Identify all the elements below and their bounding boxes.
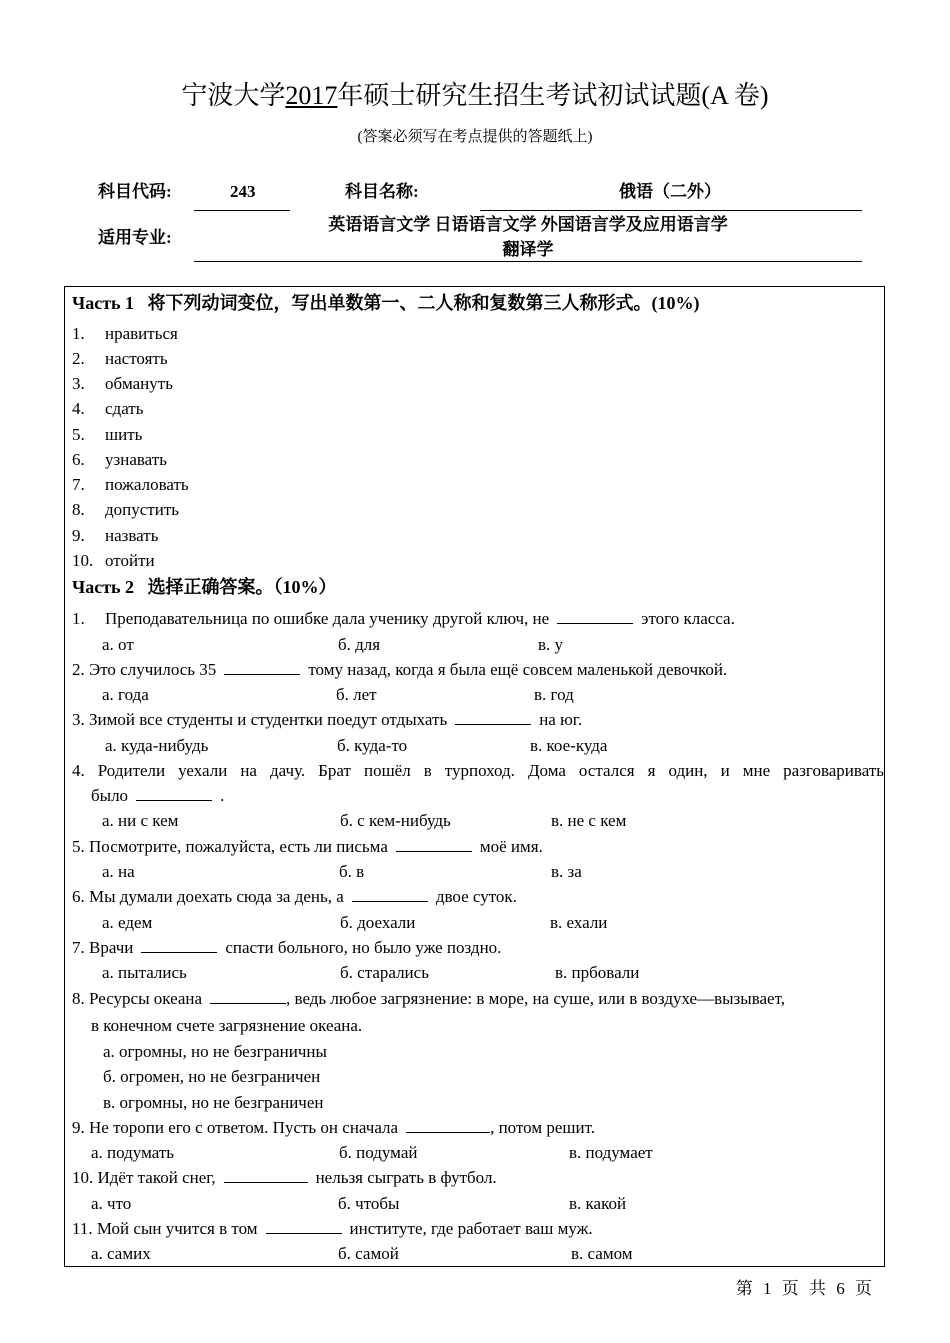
part2-instruction: 选择正确答案。（10%） — [147, 577, 337, 597]
subject-name-underline — [480, 210, 862, 211]
subject-code-label: 科目代码: — [98, 182, 172, 201]
question-8-option-b — [72, 1064, 884, 1089]
question-10-options — [72, 1191, 884, 1216]
list-item: 10. отойти — [72, 551, 155, 570]
answer-blank — [136, 783, 212, 801]
option-b: б. лет — [336, 685, 377, 704]
subject-name-label: 科目名称: — [345, 182, 419, 201]
option-b: б. чтобы — [338, 1194, 400, 1213]
answer-blank — [224, 1165, 308, 1183]
list-item: 5. шить — [72, 425, 143, 444]
option-c: в. кое-куда — [530, 736, 608, 755]
answer-blank — [396, 834, 472, 852]
question-4-options — [72, 808, 884, 833]
question-3-options — [72, 733, 884, 758]
major-line-2: 翻译学 — [502, 240, 554, 259]
question-6-options — [72, 910, 884, 935]
question-8-cont: в конечном счете загрязнение океана. — [91, 1016, 363, 1035]
exam-title: 宁波大学2017年硕士研究生招生考试初试试题(A 卷) — [181, 81, 769, 110]
question-9: 9. Не торопи его с ответом. Пусть он сначала , потом решит. — [72, 1115, 884, 1140]
subject-name-value: 俄语（二外） — [619, 182, 721, 201]
question-4-cont: было . — [72, 783, 884, 808]
part2-heading — [72, 575, 884, 600]
question-11: 11. Мой сын учится в том институте, где работает ваш муж. — [72, 1216, 884, 1241]
list-item: 6. узнавать — [72, 450, 167, 469]
answer-blank — [141, 935, 217, 953]
exam-subtitle: (答案必须写在考点提供的答题纸上) — [357, 129, 593, 145]
question-1: 1. Преподавательница по ошибке дала ученику другой ключ, не этого класса. — [72, 606, 884, 631]
answer-blank — [557, 606, 633, 624]
question-5: 5. Посмотрите, пожалуйста, есть ли письма моё имя. — [72, 834, 884, 859]
question-5-options — [72, 859, 884, 884]
option-b: б. огромен, но не безграничен — [103, 1067, 321, 1086]
option-a: а. года — [102, 685, 149, 704]
answer-blank — [455, 707, 531, 725]
major-label: 适用专业: — [98, 228, 172, 247]
answer-blank — [224, 657, 300, 675]
option-a: а. ни с кем — [102, 811, 179, 830]
question-2: 2. Это случилось 35 тому назад, когда я была ещё совсем маленькой девочкой. — [72, 657, 884, 682]
list-item: 1. нравиться — [72, 324, 178, 343]
major-line-1: 英语语言文学 日语语言文学 外国语言学及应用语言学 — [328, 215, 728, 234]
question-11-options — [72, 1241, 884, 1266]
question-10: 10. Идёт такой снег, нельзя сыграть в футбол. — [72, 1165, 884, 1190]
list-item: 8. допустить — [72, 500, 180, 519]
question-6: 6. Мы думали доехать сюда за день, а двое суток. — [72, 884, 884, 909]
exam-year: 2017 — [285, 81, 338, 110]
option-a: а. едем — [102, 913, 153, 932]
option-c: в. огромны, но не безграничен — [103, 1093, 324, 1112]
list-item: 7. пожаловать — [72, 475, 189, 494]
question-7: 7. Врачи спасти больного, но было уже поздно. — [72, 935, 884, 960]
major-underline — [194, 261, 862, 262]
option-b: б. самой — [338, 1244, 399, 1263]
option-b: б. с кем-нибудь — [340, 811, 451, 830]
part1-heading — [72, 291, 884, 316]
option-a: а. пытались — [102, 963, 187, 982]
answer-blank — [210, 986, 286, 1004]
list-item: 2. настоять — [72, 349, 168, 368]
option-b: б. подумай — [339, 1143, 418, 1162]
option-a: а. от — [102, 635, 134, 654]
list-item: 9. назвать — [72, 526, 159, 545]
option-c: в. подумает — [569, 1143, 653, 1162]
option-a: а. что — [91, 1194, 132, 1213]
option-c: в. не с кем — [551, 811, 627, 830]
part1-label: Часть 1 — [72, 293, 135, 313]
page-number: 第 1 页 共 6 页 — [735, 1279, 872, 1298]
option-c: в. ехали — [550, 913, 608, 932]
answer-blank — [266, 1216, 342, 1234]
answer-blank — [352, 884, 428, 902]
option-a: а. огромны, но не безграничны — [103, 1042, 327, 1061]
question-2-options — [72, 682, 884, 707]
option-a: а. самих — [91, 1244, 151, 1263]
option-b: б. куда-то — [337, 736, 408, 755]
list-item: 4. сдать — [72, 399, 144, 418]
option-b: б. старались — [340, 963, 429, 982]
part2-label: Часть 2 — [72, 577, 135, 597]
answer-blank — [406, 1115, 490, 1133]
question-8: 8. Ресурсы океана , ведь любое загрязнение: в море, на суше, или в воздухе—вызывает, — [72, 986, 884, 1011]
question-7-options — [72, 960, 884, 985]
part1-instruction: 将下列动词变位，写出单数第一、二人称和复数第三人称形式。(10%) — [147, 293, 700, 313]
option-c: в. самом — [571, 1244, 633, 1263]
question-9-options — [72, 1140, 884, 1165]
option-b: б. для — [338, 635, 381, 654]
question-1-options — [72, 632, 884, 657]
subject-code-value: 243 — [230, 182, 256, 201]
subject-code-underline — [194, 210, 290, 211]
option-a: а. подумать — [91, 1143, 175, 1162]
list-item: 3. обмануть — [72, 374, 173, 393]
question-4: 4. Родители уехали на дачу. Брат пошёл в турпоход. Дома остался я один, и мне разговаривать — [72, 761, 884, 780]
option-c: в. какой — [569, 1194, 627, 1213]
option-a: а. на — [102, 862, 135, 881]
option-b: б. доехали — [340, 913, 416, 932]
option-b: б. в — [339, 862, 365, 881]
question-8-option-c — [72, 1090, 884, 1115]
option-c: в. за — [551, 862, 582, 881]
option-c: в. прбовали — [555, 963, 640, 982]
question-8-option-a — [72, 1039, 884, 1064]
option-c: в. год — [534, 685, 574, 704]
option-c: в. у — [538, 635, 564, 654]
question-3: 3. Зимой все студенты и студентки поедут отдыхать на юг. — [72, 707, 884, 732]
option-a: а. куда-нибудь — [105, 736, 209, 755]
